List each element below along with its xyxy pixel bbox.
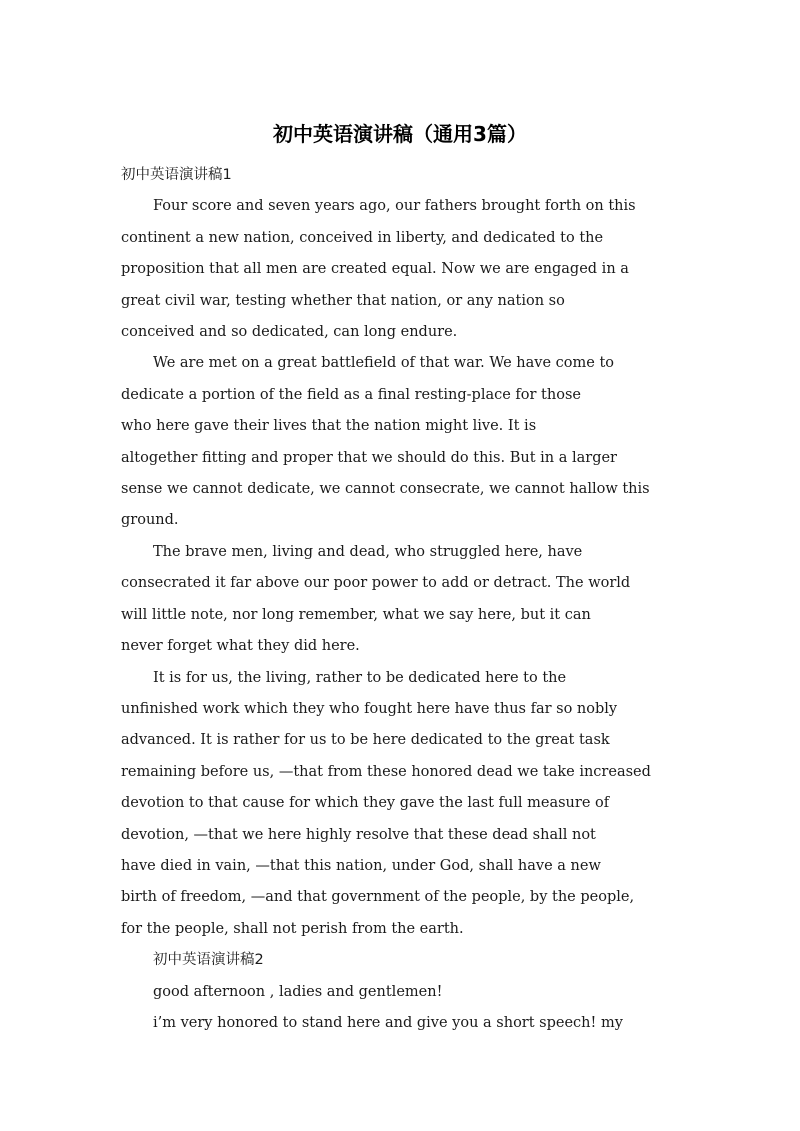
paragraph-line: never forget what they did here. xyxy=(121,638,360,655)
paragraph-5 xyxy=(121,977,681,1008)
paragraph-line: i’m very honored to stand here and give you a short speech! my xyxy=(153,1014,623,1031)
paragraph-line: We are met on a great battlefield of that war. We have come to xyxy=(153,355,615,372)
paragraph-line: It is for us, the living, rather to be dedicated here to the xyxy=(153,669,567,686)
paragraph-line: unfinished work which they who fought here have thus far so nobly xyxy=(121,700,618,717)
paragraph-line: dedicate a portion of the field as a final resting-place for those xyxy=(121,386,581,403)
paragraph-line: have died in vain, —that this nation, under God, shall have a new xyxy=(121,857,601,874)
paragraph-line: birth of freedom, —and that government of the people, by the people, xyxy=(121,889,635,906)
paragraph-line: remaining before us, —that from these honored dead we take increased xyxy=(121,763,651,780)
paragraph-2 xyxy=(121,348,681,379)
paragraph-line: devotion to that cause for which they gave the last full measure of xyxy=(121,795,610,812)
paragraph-line: advanced. It is rather for us to be here dedicated to the great task xyxy=(121,732,610,749)
paragraph-3-continued xyxy=(121,568,681,662)
paragraph-line: conceived and so dedicated, can long endure. xyxy=(121,324,458,341)
paragraph-line: ground. xyxy=(121,512,179,529)
paragraph-line: good afternoon , ladies and gentlemen! xyxy=(153,983,443,1000)
paragraph-1-continued xyxy=(121,223,681,349)
paragraph-line: sense we cannot dedicate, we cannot consecrate, we cannot hallow this xyxy=(121,481,650,498)
section-heading-1: 初中英语演讲稿1 xyxy=(121,167,232,183)
paragraph-2-continued xyxy=(121,380,681,537)
paragraph-line: proposition that all men are created equal. Now we are engaged in a xyxy=(121,261,629,278)
paragraph-line: continent a new nation, conceived in liberty, and dedicated to the xyxy=(121,229,604,246)
paragraph-3 xyxy=(121,537,681,568)
section-heading-2: 初中英语演讲稿2 xyxy=(153,952,264,969)
paragraph-4-continued xyxy=(121,694,681,945)
paragraph-line: who here gave their lives that the nation might live. It is xyxy=(121,418,537,435)
paragraph-line: great civil war, testing whether that nation, or any nation so xyxy=(121,292,565,309)
paragraph-line: altogether fitting and proper that we should do this. But in a larger xyxy=(121,449,617,466)
paragraph-4 xyxy=(121,663,681,694)
document-title: 初中英语演讲稿（通用3篇） xyxy=(273,122,527,146)
paragraph-line: The brave men, living and dead, who struggled here, have xyxy=(153,543,583,560)
paragraph-line: consecrated it far above our poor power to add or detract. The world xyxy=(121,575,631,592)
paragraph-6 xyxy=(121,1008,681,1039)
document-body xyxy=(121,160,681,1039)
paragraph-1 xyxy=(121,191,681,222)
paragraph-line: for the people, shall not perish from the earth. xyxy=(121,920,464,937)
paragraph-line: devotion, —that we here highly resolve that these dead shall not xyxy=(121,826,596,843)
paragraph-line: Four score and seven years ago, our fathers brought forth on this xyxy=(153,198,636,215)
paragraph-line: will little note, nor long remember, what we say here, but it can xyxy=(121,606,591,623)
